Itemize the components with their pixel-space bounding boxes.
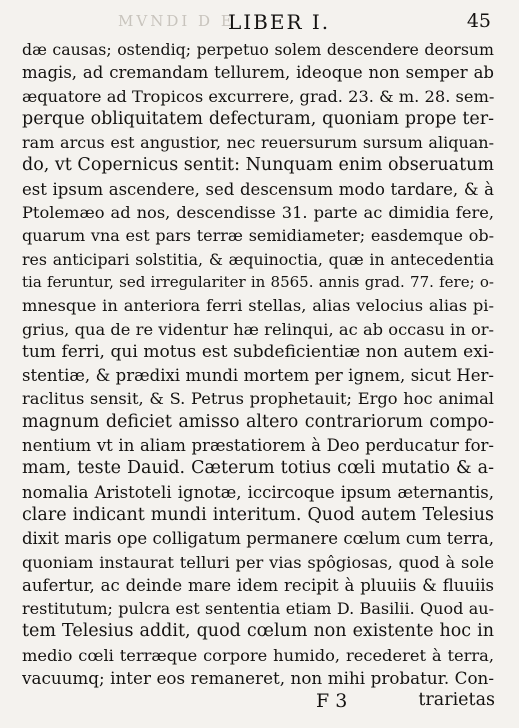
text-line: perque obliquitatem defecturam, quoniam prope ter- — [22, 108, 494, 129]
text-line: do, vt Copernicus sentit: Nunquam enim obseruatum — [22, 155, 494, 176]
text-line: aufertur, ac deinde mare idem recipit à pluuiis & fluuiis — [22, 575, 494, 595]
body-text — [22, 38, 494, 690]
signature-mark: F 3 — [316, 690, 348, 712]
text-line: clare indicant mundi interitum. Quod autem Telesius — [22, 504, 494, 525]
text-line: dæ causas; ostendiq; perpetuo solem descendere deorsum — [22, 40, 494, 59]
text-line: res anticipari solstitia, & æquinoctia, quæ in antecedentia — [22, 249, 494, 269]
running-head: LIBER I. — [228, 10, 331, 34]
text-line: vacuumq; inter eos remaneret, non mihi probatur. Con- — [22, 668, 494, 689]
text-line: medio cœli terræque corpore humido, recederet à terra, — [22, 645, 494, 665]
text-line: ram arcus est angustior, nec reuersurum sursum aliquan- — [22, 133, 494, 153]
text-line: tem Telesius addit, quod cœlum non existente hoc in — [22, 621, 494, 642]
text-line: nomalia Aristoteli ignotæ, iccircoque ipsum æternantis, — [22, 482, 494, 502]
text-line: mnesque in anteriora ferri stellas, alias velocius alias pi- — [22, 296, 494, 316]
text-line: dixit maris ope colligatum permanere cœlum cum terra, — [22, 529, 494, 549]
text-line: grius, qua de re videntur hæ relinqui, ac ab occasu in or- — [22, 319, 494, 339]
show-through-running-head: MVNDI D E — [118, 12, 235, 30]
text-line: restitutum; pulcra est sententia etiam D. Basilii. Quod au- — [22, 599, 494, 619]
page-header — [0, 8, 519, 38]
text-line: quoniam instaurat telluri per vias spôgiosas, quod à sole — [22, 552, 494, 572]
text-line: mam, teste Dauid. Cæterum totius cœli mutatio & a- — [22, 458, 494, 479]
page-number: 45 — [466, 10, 491, 32]
text-line: Ptolemæo ad nos, descendisse 31. parte ac dimidia fere, — [22, 203, 494, 223]
text-line: magis, ad cremandam tellurem, ideoque non semper ab — [22, 63, 494, 83]
text-line: quarum vna est pars terræ semidiameter; easdemque ob- — [22, 226, 494, 246]
text-line: raclitus sensit, & S. Petrus prophetauit; Ergo hoc animal — [22, 389, 494, 409]
text-line: æquatore ad Tropicos excurrere, grad. 23. & m. 28. sem- — [22, 86, 494, 106]
text-line: nentium vt in aliam præstatiorem à Deo perducatur for- — [22, 436, 494, 456]
text-line: tia feruntur, sed irregulariter in 8565. annis grad. 77. fere; o- — [22, 272, 494, 291]
catchword: trarietas — [418, 690, 495, 710]
page-footer — [0, 686, 519, 716]
text-line: stentiæ, & prædixi mundi mortem per ignem, sicut Her- — [22, 366, 494, 386]
text-line: tum ferri, qui motus est subdeficientiæ non autem exi- — [22, 341, 494, 362]
text-line: est ipsum ascendere, sed descensum modo tardare, & à — [22, 179, 494, 199]
text-line: magnum deficiet amisso altero contrariorum compo- — [22, 411, 494, 432]
